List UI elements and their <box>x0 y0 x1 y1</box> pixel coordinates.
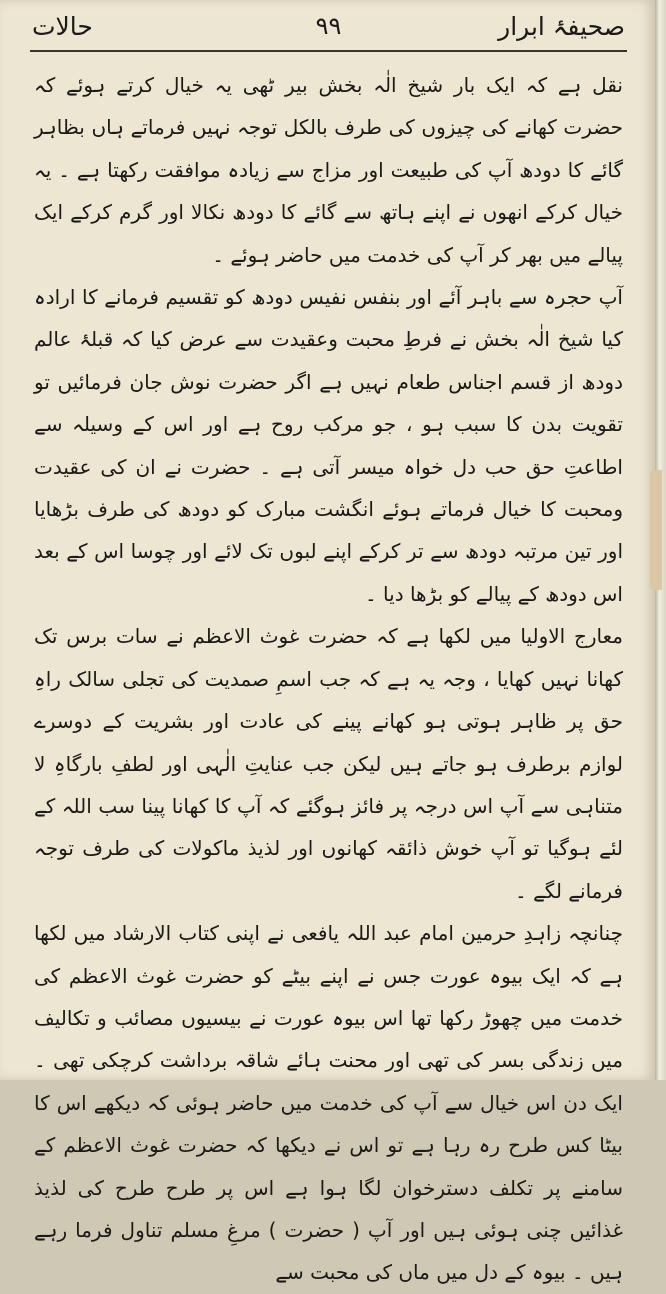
running-title: صحیفۂ ابرار <box>498 12 625 41</box>
paper-tab <box>650 470 662 590</box>
page-header <box>32 10 625 50</box>
paragraph-2: آپ حجرہ سے باہر آئے اور بنفس نفیس دودھ کو تقسیم فرمانے کا ارادہ کیا شیخ الٰہ بخش نے فرطِ محبت وعقیدت سے عرض کیا کہ قبلۂ عالم دودھ از قسم اجناس طعام نہیں ہے اگر حضرت نوش جان فرمائیں تو تقویت بدن کا سبب ہو ، جو مرکب روح ہے اور اس کے وسیلہ سے اطاعتِ حق حب دل خواہ میسر آتی ہے ۔ حضرت نے ان کی عقیدت ومحبت کا خیال فرماتے ہوئے انگشت مبارک کو دودھ کی طرف بڑھایا اور تین مرتبہ دودھ سے تر کرکے اپنے لبوں تک لائے اور چوسا اس کے بعد اس دودھ کے پیالے کو بڑھا دیا ۔ <box>34 285 623 606</box>
page-number: ۹۹ <box>315 12 342 40</box>
paragraph-3: معارج الاولیا میں لکھا ہے کہ حضرت غوث الاعظم نے سات برس تک کھانا نہیں کھایا ، وجہ یہ ہے کہ جب اسمِ صمدیت کی تجلی سالک راہِ حق پر ظاہر ہوتی ہو کھانے پینے کی عادت اور بشریت کے دوسرے لوازم برطرف ہو جاتے ہیں لیکن جب عنایتِ الٰہی اور لطفِ بارگاہِ لا متناہی سے آپ اس درجہ پر فائز ہوگئے کہ آپ کا کھانا پینا سب اللہ کے لئے ہوگیا تو آپ خوش ذائقہ کھانوں اور لذیذ ماکولات کی طرف توجہ فرمانے لگے ۔ <box>34 624 623 903</box>
header-rule <box>30 50 627 52</box>
paragraph-1: نقل ہے کہ ایک بار شیخ الٰہ بخش بیر ٹھی یہ خیال کرتے ہوئے کہ حضرت کھانے کی چیزوں کی طرف بالکل توجہ نہیں فرماتے ہاں بظاہر گائے کا دودھ آپ کی طبیعت اور مزاج سے زیادہ موافقت رکھتا ہے ۔ یہ خیال کرکے انھوں نے اپنے ہاتھ سے گائے کا دودھ نکالا اور گرم کرکے ایک پیالے میں بھر کر آپ کی خدمت میں حاضر ہوئے ۔ <box>34 73 623 267</box>
section-title: حالات <box>32 12 93 41</box>
page-body <box>34 64 623 1294</box>
paragraph-4: چنانچہ زاہدِ حرمین امام عبد اللہ یافعی نے اپنی کتاب الارشاد میں لکھا ہے کہ ایک بیوہ عورت جس نے اپنے بیٹے کو حضرت غوث الاعظم کی خدمت میں چھوڑ رکھا تھا اس بیوہ عورت نے بیسیوں مصائب و تکالیف میں زندگی بسر کی تھی اور محنت ہائے شاقہ برداشت کرچکی تھی ۔ ایک دن اس خیال سے آپ کی خدمت میں حاضر ہوئی کہ دیکھے اس کا بیٹا کس طرح رہ رہا ہے تو اس نے دیکھا کہ حضرت غوث الاعظم کے سامنے پر تکلف دسترخوان لگا ہوا ہے اس پر طرح طرح کی لذیذ غذائیں چنی ہوئی ہیں اور آپ ( حضرت ) مرغِ مسلم تناول فرما رہے ہیں ۔ بیوہ کے دل میں ماں کی محبت سے <box>34 921 623 1285</box>
